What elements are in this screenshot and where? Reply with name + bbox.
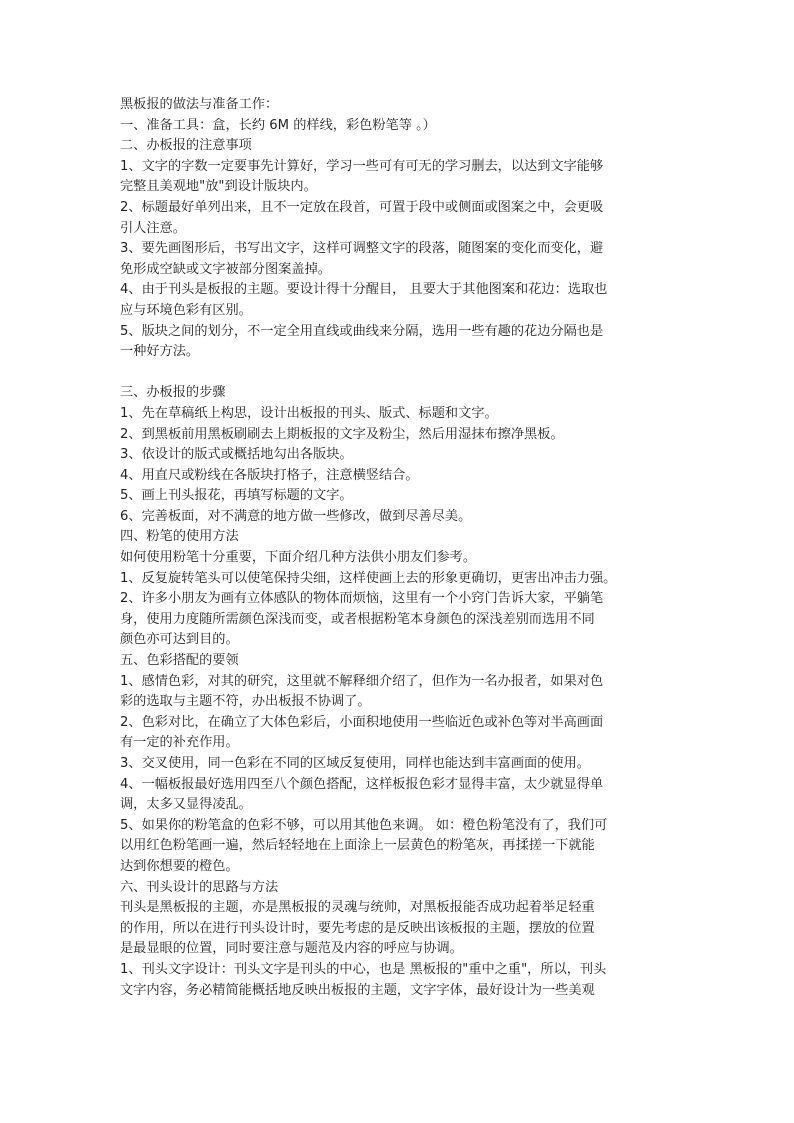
section-heading: 四、粉笔的使用方法 (120, 529, 239, 545)
text-line: 调，太多又显得凌乱。 (120, 797, 252, 813)
text-line: 2、到黑板前用黑板刷刷去上期板报的文字及粉尘，然后用湿抹布擦净黑板。 (120, 426, 564, 442)
text-line: 免形成空缺或文字被部分图案盖掉。 (120, 261, 331, 277)
doc-title: 黑板报的做法与准备工作： (120, 97, 279, 112)
text-line: 1、文字的字数一定要事先计算好，学习一些可有可无的学习删去，以达到文字能够 (120, 158, 604, 174)
text-line: 1、反复旋转笔头可以使笔保持尖细，这样使画上去的形象更确切，更害出冲击力强。 (120, 570, 617, 586)
text-line: 文字内容，务必精简能概括地反映出板报的主题，文字字体，最好设计为一些美观 (120, 982, 595, 998)
text-line: 4、用直尺或粉线在各版块打格子，注意横竖结合。 (120, 467, 419, 483)
text-line: 2、许多小朋友为画有立体感队的物体而烦恼，这里有一个小窍门告诉大家，平躺笔 (120, 591, 604, 607)
text-line: 身，使用力度随所需颜色深浅而变，或者根据粉笔本身颜色的深浅差别而选用不同 (120, 611, 595, 627)
document-page (120, 95, 680, 1001)
text-line: 5、版块之间的划分，不一定全用直线或曲线来分隔，选用一些有趣的花边分隔也是 (120, 323, 604, 339)
text-line: 5、如果你的粉笔盒的色彩不够，可以用其他色来调。 如：橙色粉笔没有了，我们可 (120, 817, 608, 833)
section-heading: 三、办板报的步骤 (120, 385, 226, 401)
section-heading: 五、色彩搭配的要领 (120, 653, 239, 669)
text-line: 完整且美观地"放"到设计版块内。 (120, 179, 317, 195)
text-line: 的作用，所以在进行刊头设计时，要先考虑的是反映出该板报的主题，摆放的位置 (120, 920, 595, 936)
text-line: 1、刊头文字设计：刊头文字是刊头的中心，也是 黑板报的"重中之重"，所以，刊头 (120, 961, 607, 977)
text-line: 如何使用粉笔十分重要，下面介绍几种方法供小朋友们参考。 (120, 550, 477, 566)
text-line: 3、要先画图形后，书写出文字，这样可调整文字的段落，随图案的变化而变化，避 (120, 241, 604, 257)
text-line: 颜色亦可达到目的。 (120, 632, 239, 648)
text-line: 1、先在草稿纸上构思，设计出板报的刊头、版式、标题和文字。 (120, 405, 498, 421)
text-line: 4、由于刊头是板报的主题。要设计得十分醒目， 且要大于其他图案和花边：选取也 (120, 282, 608, 298)
text-line: 2、色彩对比，在确立了大体色彩后，小面积地使用一些临近色或补色等对半高画面 (120, 714, 604, 730)
text-line: 刊头是黑板报的主题，亦是黑板报的灵魂与统帅，对黑板报能否成功起着举足轻重 (120, 900, 595, 916)
text-line: 2、标题最好单列出来，且不一定放在段首，可置于段中或侧面或图案之中，会更吸 (120, 199, 604, 215)
blank-line (120, 363, 680, 384)
text-line: 彩的选取与主题不符，办出板报不协调了。 (120, 694, 371, 710)
text-line: 1、感情色彩，对其的研究，这里就不解释细介绍了，但作为一名办报者，如果对色 (120, 673, 604, 689)
text-line: 是最显眼的位置，同时要注意与题范及内容的呼应与协调。 (120, 941, 463, 957)
text-line: 一种好方法。 (120, 344, 200, 360)
text-line: 一、准备工具：盒，长约 6M 的样线，彩色粉笔等 。） (120, 117, 436, 133)
text-line: 应与环境色彩有区别。 (120, 302, 252, 318)
text-line: 以用红色粉笔画一遍，然后轻轻地在上面涂上一层黄色的粉笔灰，再揉搓一下就能 (120, 838, 595, 854)
text-line: 3、依设计的版式或概括地勾出各版块。 (120, 447, 353, 463)
text-line: 4、一幅板报最好选用四至八个颜色搭配，这样板报色彩才显得丰富，太少就显得单 (120, 776, 604, 792)
text-line: 有一定的补充作用。 (120, 735, 239, 751)
text-line: 6、完善板面，对不满意的地方做一些修改，做到尽善尽美。 (120, 508, 472, 524)
text-line: 3、交叉使用，同一色彩在不同的区域反复使用，同样也能达到丰富画面的使用。 (120, 756, 590, 771)
text-line: 达到你想要的橙色。 (120, 858, 239, 874)
text-line: 5、画上刊头报花，再填写标题的文字。 (120, 488, 353, 504)
section-heading: 六、刊头设计的思路与方法 (120, 879, 279, 895)
section-heading: 二、办板报的注意事项 (120, 138, 252, 154)
text-line: 引人注意。 (120, 220, 186, 236)
